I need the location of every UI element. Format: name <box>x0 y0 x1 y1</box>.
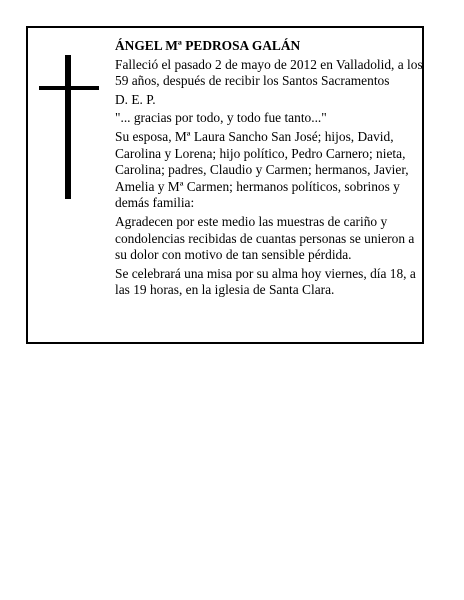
death-info: Falleció el pasado 2 de mayo de 2012 en Valladolid, a los 59 años, después de recibir los Santos Sacramentos <box>115 56 423 89</box>
cross-icon <box>39 55 99 199</box>
family-list: Su esposa, Mª Laura Sancho San José; hijos, David, Carolina y Lorena; hijo político, Pedro Carnero; nieta, Carolina; padres, Claudio y Carmen; hermanos, Javier, Amelia y Mª Carmen; hermanos políticos, sobrinos y demás familia: <box>115 128 409 211</box>
deceased-name: ÁNGEL Mª PEDROSA GALÁN <box>115 38 301 53</box>
rest-in-peace: D. E. P. <box>115 91 156 107</box>
quote: "... gracias por todo, y todo fue tanto..." <box>115 110 327 126</box>
thanks-paragraph: Agradecen por este medio las muestras de cariño y condolencias recibidas de cuantas personas se unieron a su dolor con motivo de tan sensible pérdida. <box>115 213 415 263</box>
mass-announcement: Se celebrará una misa por su alma hoy viernes, día 18, a las 19 horas, en la iglesia de Santa Clara. <box>115 265 416 298</box>
cross-horizontal-bar <box>39 86 99 90</box>
cross-vertical-bar <box>65 55 71 199</box>
notice-text <box>115 38 423 301</box>
obituary-notice <box>26 26 424 344</box>
